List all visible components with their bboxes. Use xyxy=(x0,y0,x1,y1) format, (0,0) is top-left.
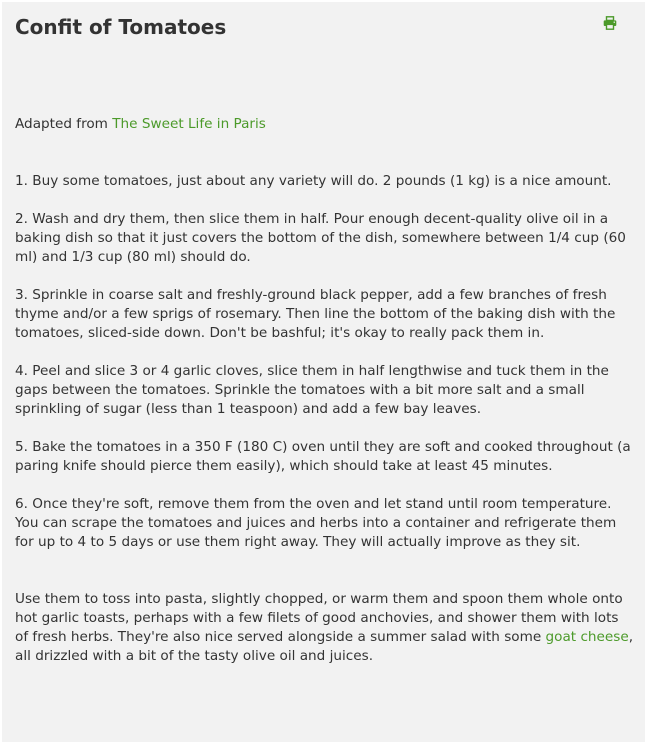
recipe-title: Confit of Tomatoes xyxy=(15,15,227,39)
notes-text-before: Use them to toss into pasta, slightly chopped, or warm them and spoon them whole onto hot garlic toasts, perhaps with a few filets of good anchovies, and shower them with lots of fresh herbs. They're also nice served alongside a summer salad with some xyxy=(15,591,623,645)
step-2: 2. Wash and dry them, then slice them in half. Pour enough decent-quality olive oil in a baking dish so that it just covers the bottom of the dish, somewhere between 1/4 cup (60 ml) and 1/3 cup (80 ml) should do. xyxy=(15,211,626,265)
notes-text-after: , all drizzled with a bit of the tasty olive oil and juices. xyxy=(15,629,634,664)
attribution xyxy=(15,115,635,134)
step-3: 3. Sprinkle in coarse salt and freshly-ground black pepper, add a few branches of fresh thyme and/or a few sprigs of rosemary. Then line the bottom of the baking dish with the tomatoes, sliced-side down. Don't be bashful; it's okay to really pack them in. xyxy=(15,287,616,341)
recipe-card xyxy=(2,2,645,742)
serving-notes xyxy=(15,590,635,666)
step-4: 4. Peel and slice 3 or 4 garlic cloves, slice them in half lengthwise and tuck them in the gaps between the tomatoes. Sprinkle the tomatoes with a bit more salt and a small sprinkling of sugar (less than 1 teaspoon) and add a few bay leaves. xyxy=(15,363,609,417)
source-book-link[interactable]: The Sweet Life in Paris xyxy=(112,116,266,132)
goat-cheese-link[interactable]: goat cheese xyxy=(545,629,629,645)
attribution-prefix: Adapted from xyxy=(15,116,113,132)
recipe-body xyxy=(15,115,635,666)
step-1: 1. Buy some tomatoes, just about any variety will do. 2 pounds (1 kg) is a nice amount. xyxy=(15,173,612,189)
step-6: 6. Once they're soft, remove them from the oven and let stand until room temperature. You can scrape the tomatoes and juices and herbs into a container and refrigerate them for up to 4 to 5 days or use them right away. They will actually improve as they sit. xyxy=(15,496,617,550)
step-5: 5. Bake the tomatoes in a 350 F (180 C) oven until they are soft and cooked throughout (a paring knife should pierce them easily), which should take at least 45 minutes. xyxy=(15,439,631,474)
print-icon[interactable] xyxy=(603,16,617,30)
